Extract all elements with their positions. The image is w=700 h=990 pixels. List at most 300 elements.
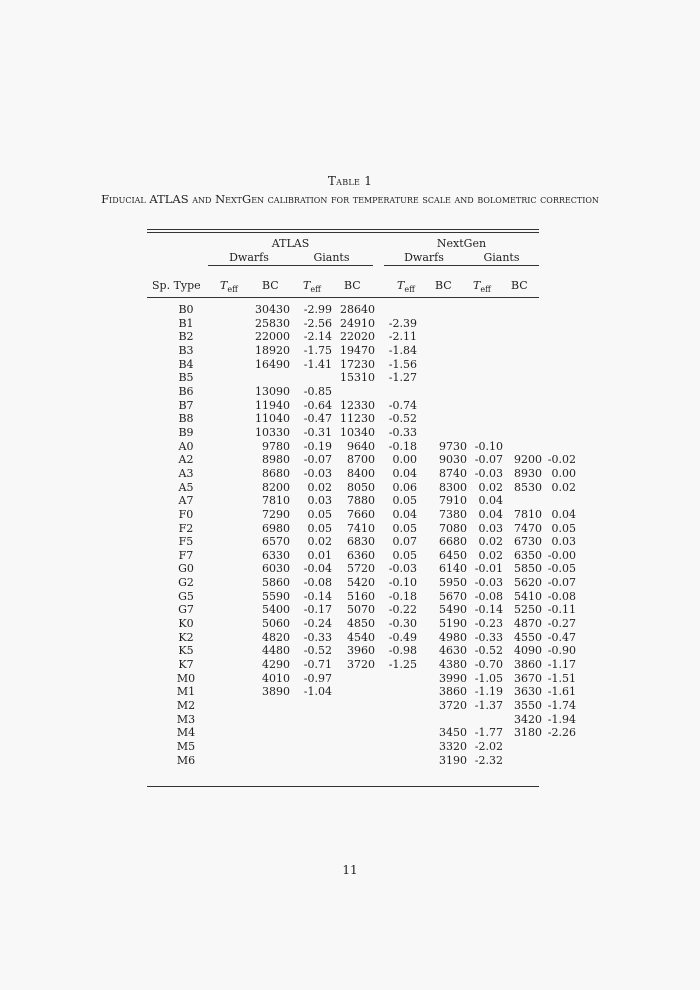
cell-atlas-dwarfs-teff xyxy=(225,726,290,740)
cell-atlas-giants-bc xyxy=(375,713,417,727)
cell-ng-dwarfs-teff: 9030 xyxy=(439,453,467,467)
cell-atlas-dwarfs-bc: -1.04 xyxy=(303,685,332,699)
cell-ng-dwarfs-teff: 8300 xyxy=(439,480,467,494)
cell-ng-giants-bc xyxy=(542,740,576,754)
calibration-table xyxy=(147,303,576,767)
header-teff-ng-dwarfs: $T_{eff}$ xyxy=(397,279,415,295)
table-row xyxy=(147,754,576,768)
cell-ng-giants-teff: 4090 xyxy=(514,644,542,658)
cell-atlas-giants-bc: -1.84 xyxy=(388,343,417,357)
table-row xyxy=(147,399,576,413)
cell-ng-giants-bc: -0.11 xyxy=(547,603,576,617)
cell-atlas-giants-teff xyxy=(332,685,375,699)
cell-ng-dwarfs-teff: 3720 xyxy=(439,699,467,713)
cell-ng-giants-teff: 3420 xyxy=(514,712,542,726)
cell-atlas-giants-teff: 28640 xyxy=(340,303,375,316)
table-row xyxy=(147,590,576,604)
cell-sptype: B7 xyxy=(178,398,194,412)
cell-atlas-giants-teff: 7660 xyxy=(347,507,375,521)
cell-ng-giants-bc xyxy=(542,426,576,440)
header-bc-ng-giants: BC xyxy=(511,279,528,292)
cell-ng-giants-bc xyxy=(542,494,576,508)
cell-atlas-dwarfs-teff: 5400 xyxy=(262,603,290,617)
cell-atlas-dwarfs-teff: 5060 xyxy=(262,617,290,631)
cell-ng-giants-teff: 6730 xyxy=(514,535,542,549)
cell-ng-dwarfs-teff: 4630 xyxy=(439,644,467,658)
table-row xyxy=(147,617,576,631)
cell-ng-giants-bc: -1.61 xyxy=(547,685,576,699)
cell-ng-giants-teff xyxy=(503,385,542,399)
cell-ng-dwarfs-teff: 3320 xyxy=(439,740,467,753)
cell-atlas-dwarfs-bc: -0.07 xyxy=(303,453,332,467)
cell-atlas-giants-teff: 9640 xyxy=(347,439,375,453)
cell-ng-giants-teff xyxy=(503,399,542,413)
cell-atlas-dwarfs-teff: 9780 xyxy=(262,439,290,453)
cell-atlas-dwarfs-teff: 5590 xyxy=(262,589,290,603)
cell-ng-giants-teff: 3860 xyxy=(514,658,542,672)
cell-ng-dwarfs-teff: 4980 xyxy=(439,630,467,644)
cell-atlas-giants-bc xyxy=(375,672,417,686)
table-row xyxy=(147,481,576,495)
cell-sptype: G2 xyxy=(178,576,194,590)
cell-atlas-dwarfs-teff: 8200 xyxy=(262,480,290,494)
table-row xyxy=(147,576,576,590)
cell-atlas-giants-teff xyxy=(332,740,375,754)
cell-atlas-giants-bc: -0.22 xyxy=(388,603,417,617)
cell-ng-dwarfs-bc: -0.08 xyxy=(474,589,503,603)
cell-ng-dwarfs-bc xyxy=(467,385,503,399)
cell-sptype: B9 xyxy=(178,425,194,439)
cell-atlas-giants-teff: 11230 xyxy=(340,412,375,426)
cell-atlas-giants-teff: 19470 xyxy=(340,343,375,357)
cell-ng-dwarfs-bc xyxy=(467,317,503,331)
cell-ng-giants-teff: 7470 xyxy=(514,521,542,535)
table-row xyxy=(147,317,576,331)
cell-ng-giants-bc: -0.47 xyxy=(547,630,576,644)
cell-ng-giants-bc xyxy=(542,399,576,413)
cell-atlas-giants-teff: 8050 xyxy=(347,480,375,494)
cell-ng-dwarfs-bc xyxy=(467,371,503,385)
cell-ng-dwarfs-teff: 7910 xyxy=(439,494,467,508)
cell-ng-dwarfs-teff: 8740 xyxy=(439,466,467,480)
cell-ng-dwarfs-bc: -0.23 xyxy=(474,617,503,631)
cell-atlas-dwarfs-bc: -0.85 xyxy=(303,384,332,398)
cell-ng-giants-teff: 7810 xyxy=(514,507,542,521)
cell-ng-giants-bc xyxy=(542,358,576,372)
cell-ng-giants-bc: -0.08 xyxy=(547,589,576,603)
cell-atlas-dwarfs-bc xyxy=(290,754,332,768)
cell-atlas-dwarfs-bc: -0.97 xyxy=(303,671,332,685)
cell-atlas-giants-teff: 10340 xyxy=(340,425,375,439)
cell-ng-dwarfs-bc: -0.70 xyxy=(474,658,503,672)
cell-atlas-giants-bc: -0.18 xyxy=(388,439,417,453)
cell-atlas-giants-bc: -1.56 xyxy=(388,357,417,371)
cell-atlas-dwarfs-bc: -0.19 xyxy=(303,439,332,453)
table-title: Fiducial ATLAS and NextGen calibration for temperature scale and bolometric correction xyxy=(101,192,599,206)
bottom-rule xyxy=(147,786,539,787)
cell-atlas-dwarfs-teff xyxy=(225,699,290,713)
header-bc-ng-dwarfs: BC xyxy=(435,279,452,292)
cell-atlas-giants-bc: -0.98 xyxy=(388,644,417,658)
table-row xyxy=(147,358,576,372)
cell-atlas-giants-bc: 0.04 xyxy=(392,507,417,521)
table-row xyxy=(147,740,576,754)
cell-ng-giants-teff xyxy=(503,358,542,372)
cell-sptype: B0 xyxy=(178,303,194,316)
cell-atlas-dwarfs-bc: -2.56 xyxy=(303,316,332,330)
cell-sptype: B4 xyxy=(178,357,194,371)
cell-ng-dwarfs-teff xyxy=(417,371,467,385)
cell-ng-dwarfs-teff xyxy=(417,358,467,372)
cell-ng-giants-teff xyxy=(503,303,542,317)
cell-atlas-dwarfs-teff: 6570 xyxy=(262,535,290,549)
cell-ng-dwarfs-teff xyxy=(417,303,467,317)
cell-atlas-dwarfs-bc: -0.64 xyxy=(303,398,332,412)
cell-ng-dwarfs-bc: -0.52 xyxy=(474,644,503,658)
cell-atlas-giants-bc xyxy=(375,303,417,317)
cell-atlas-giants-bc: 0.05 xyxy=(392,521,417,535)
subgroup-ng-dwarfs: Dwarfs xyxy=(404,251,444,264)
cell-atlas-dwarfs-teff xyxy=(225,754,290,768)
cell-ng-dwarfs-bc: -1.05 xyxy=(474,671,503,685)
cell-ng-dwarfs-bc: -1.37 xyxy=(474,699,503,713)
cell-atlas-giants-bc: 0.07 xyxy=(392,535,417,549)
cell-atlas-giants-bc: 0.06 xyxy=(392,480,417,494)
cell-ng-dwarfs-bc: -0.03 xyxy=(474,466,503,480)
cell-atlas-dwarfs-teff: 11040 xyxy=(255,412,290,426)
cell-atlas-giants-teff: 3960 xyxy=(347,644,375,658)
table-row xyxy=(147,713,576,727)
top-rule xyxy=(147,229,539,230)
cell-ng-dwarfs-bc xyxy=(467,412,503,426)
table-body xyxy=(147,303,576,767)
cell-ng-dwarfs-bc: 0.02 xyxy=(478,535,503,549)
cell-ng-dwarfs-bc: -0.10 xyxy=(474,439,503,453)
cell-atlas-giants-teff: 5420 xyxy=(347,576,375,590)
cell-ng-giants-bc xyxy=(542,344,576,358)
cell-atlas-dwarfs-bc: -0.71 xyxy=(303,658,332,672)
table-row xyxy=(147,549,576,563)
cell-ng-giants-teff xyxy=(503,754,542,768)
cell-atlas-dwarfs-bc: -0.52 xyxy=(303,644,332,658)
table-row xyxy=(147,440,576,454)
table-row xyxy=(147,494,576,508)
header-teff-atlas-giants: $T_{eff}$ xyxy=(303,279,321,295)
cell-ng-giants-teff: 5620 xyxy=(514,576,542,590)
top-rule-double xyxy=(147,232,539,233)
cell-ng-giants-teff xyxy=(503,494,542,508)
cell-atlas-dwarfs-teff: 4820 xyxy=(262,630,290,644)
cell-atlas-dwarfs-teff: 6030 xyxy=(262,562,290,576)
cell-ng-dwarfs-teff: 5490 xyxy=(439,603,467,617)
table-row xyxy=(147,453,576,467)
cell-ng-dwarfs-teff: 3990 xyxy=(439,671,467,685)
cell-atlas-dwarfs-bc: -0.33 xyxy=(303,630,332,644)
cell-sptype: K2 xyxy=(178,630,194,644)
cell-ng-dwarfs-bc: -0.33 xyxy=(474,630,503,644)
table-row xyxy=(147,330,576,344)
cell-ng-giants-teff: 8930 xyxy=(514,466,542,480)
cell-ng-dwarfs-teff xyxy=(417,317,467,331)
nextgen-subrule xyxy=(384,265,539,266)
subgroup-ng-giants: Giants xyxy=(483,251,520,264)
cell-sptype: M2 xyxy=(176,699,196,713)
cell-ng-dwarfs-teff xyxy=(417,412,467,426)
cell-atlas-giants-bc: -0.18 xyxy=(388,589,417,603)
group-atlas: ATLAS xyxy=(271,237,310,250)
table-row xyxy=(147,685,576,699)
cell-ng-dwarfs-bc xyxy=(467,303,503,317)
table-row xyxy=(147,603,576,617)
cell-atlas-dwarfs-teff: 7290 xyxy=(262,507,290,521)
cell-atlas-dwarfs-teff xyxy=(225,740,290,754)
cell-atlas-dwarfs-bc: -0.08 xyxy=(303,576,332,590)
cell-atlas-giants-bc: -0.49 xyxy=(388,630,417,644)
cell-atlas-giants-teff xyxy=(332,385,375,399)
cell-ng-dwarfs-bc: 0.04 xyxy=(478,507,503,521)
cell-atlas-dwarfs-bc: -0.24 xyxy=(303,617,332,631)
cell-atlas-dwarfs-bc: -1.75 xyxy=(303,343,332,357)
cell-atlas-dwarfs-teff: 7810 xyxy=(262,494,290,508)
cell-atlas-dwarfs-bc: -0.17 xyxy=(303,603,332,617)
cell-ng-dwarfs-teff: 9730 xyxy=(439,439,467,453)
table-row xyxy=(147,535,576,549)
cell-ng-giants-bc: -1.74 xyxy=(547,699,576,713)
cell-ng-dwarfs-teff: 3450 xyxy=(439,726,467,740)
cell-atlas-dwarfs-teff: 4480 xyxy=(262,644,290,658)
cell-sptype: G5 xyxy=(178,589,194,603)
cell-ng-dwarfs-teff: 7380 xyxy=(439,507,467,521)
cell-atlas-giants-teff: 5720 xyxy=(347,562,375,576)
cell-ng-giants-teff xyxy=(503,330,542,344)
table-row xyxy=(147,508,576,522)
cell-atlas-dwarfs-teff: 11940 xyxy=(255,398,290,412)
cell-ng-giants-bc xyxy=(542,754,576,768)
cell-ng-giants-bc: -0.00 xyxy=(547,548,576,562)
cell-atlas-giants-teff xyxy=(332,754,375,768)
cell-ng-giants-teff xyxy=(503,344,542,358)
cell-ng-dwarfs-bc: 0.02 xyxy=(478,480,503,494)
cell-atlas-dwarfs-bc: 0.02 xyxy=(307,535,332,549)
table-row xyxy=(147,658,576,672)
table-row xyxy=(147,467,576,481)
cell-atlas-giants-teff: 15310 xyxy=(340,371,375,385)
cell-ng-dwarfs-bc: 0.04 xyxy=(478,494,503,508)
cell-ng-giants-teff: 6350 xyxy=(514,548,542,562)
cell-ng-dwarfs-bc: -0.01 xyxy=(474,562,503,576)
cell-ng-giants-bc xyxy=(542,385,576,399)
cell-atlas-giants-bc: -2.11 xyxy=(388,330,417,344)
cell-sptype: M1 xyxy=(176,685,196,699)
cell-atlas-giants-teff: 5070 xyxy=(347,603,375,617)
cell-atlas-giants-teff: 4850 xyxy=(347,617,375,631)
cell-atlas-giants-bc: -0.52 xyxy=(388,412,417,426)
cell-ng-dwarfs-bc: -1.77 xyxy=(474,726,503,740)
cell-atlas-dwarfs-teff: 4010 xyxy=(262,671,290,685)
cell-ng-giants-teff xyxy=(503,371,542,385)
cell-atlas-dwarfs-bc: -0.14 xyxy=(303,589,332,603)
cell-ng-dwarfs-teff xyxy=(417,426,467,440)
cell-atlas-dwarfs-bc: -0.47 xyxy=(303,412,332,426)
cell-ng-giants-teff: 5250 xyxy=(514,603,542,617)
cell-atlas-dwarfs-teff: 6330 xyxy=(262,548,290,562)
cell-atlas-dwarfs-teff: 6980 xyxy=(262,521,290,535)
cell-atlas-giants-bc xyxy=(375,685,417,699)
cell-ng-dwarfs-bc: -2.02 xyxy=(474,740,503,753)
cell-atlas-dwarfs-teff: 30430 xyxy=(255,303,290,316)
cell-atlas-dwarfs-bc: 0.01 xyxy=(307,548,332,562)
cell-atlas-dwarfs-bc: 0.05 xyxy=(307,507,332,521)
cell-ng-giants-teff: 3630 xyxy=(514,685,542,699)
table-row xyxy=(147,522,576,536)
cell-sptype: F7 xyxy=(178,548,194,562)
cell-sptype: A2 xyxy=(178,453,194,467)
cell-ng-giants-bc: 0.05 xyxy=(551,521,576,535)
header-teff-ng-giants: $T_{eff}$ xyxy=(473,279,491,295)
cell-atlas-giants-bc xyxy=(375,385,417,399)
cell-ng-giants-teff: 5850 xyxy=(514,562,542,576)
cell-ng-giants-bc xyxy=(542,303,576,317)
cell-sptype: A7 xyxy=(178,494,194,508)
cell-atlas-dwarfs-bc xyxy=(290,371,332,385)
cell-atlas-giants-bc: -0.30 xyxy=(388,617,417,631)
cell-atlas-dwarfs-bc xyxy=(290,713,332,727)
cell-ng-giants-teff: 3670 xyxy=(514,671,542,685)
cell-atlas-dwarfs-teff: 16490 xyxy=(255,357,290,371)
cell-ng-dwarfs-teff xyxy=(417,399,467,413)
cell-ng-giants-teff: 9200 xyxy=(514,453,542,467)
cell-ng-dwarfs-teff: 5670 xyxy=(439,589,467,603)
cell-atlas-giants-bc: -0.33 xyxy=(388,425,417,439)
cell-ng-giants-bc: 0.04 xyxy=(551,507,576,521)
cell-ng-dwarfs-teff: 6450 xyxy=(439,548,467,562)
cell-sptype: M4 xyxy=(176,726,196,740)
cell-ng-dwarfs-bc: -0.03 xyxy=(474,576,503,590)
subgroup-atlas-giants: Giants xyxy=(313,251,350,264)
cell-ng-dwarfs-teff: 7080 xyxy=(439,521,467,535)
cell-ng-dwarfs-bc: -0.07 xyxy=(474,453,503,467)
cell-atlas-dwarfs-bc xyxy=(290,740,332,754)
cell-ng-giants-teff xyxy=(503,412,542,426)
cell-ng-giants-teff: 4870 xyxy=(514,617,542,631)
table-row xyxy=(147,726,576,740)
cell-atlas-dwarfs-teff: 3890 xyxy=(262,685,290,699)
cell-atlas-dwarfs-bc: 0.05 xyxy=(307,521,332,535)
cell-ng-giants-teff xyxy=(503,740,542,754)
cell-atlas-giants-bc: 0.04 xyxy=(392,466,417,480)
cell-atlas-giants-teff: 5160 xyxy=(347,589,375,603)
cell-sptype: F0 xyxy=(178,507,194,521)
cell-atlas-giants-bc: -1.27 xyxy=(388,371,417,385)
cell-sptype: B1 xyxy=(178,316,194,330)
cell-sptype: B6 xyxy=(178,384,194,398)
cell-ng-dwarfs-bc xyxy=(467,399,503,413)
header-rule xyxy=(147,297,539,298)
table-row xyxy=(147,631,576,645)
cell-atlas-dwarfs-teff: 18920 xyxy=(255,343,290,357)
cell-ng-dwarfs-bc: -0.14 xyxy=(474,603,503,617)
cell-atlas-dwarfs-teff: 22000 xyxy=(255,330,290,344)
cell-atlas-dwarfs-bc: -2.14 xyxy=(303,330,332,344)
cell-sptype: A3 xyxy=(178,466,194,480)
cell-atlas-dwarfs-bc: -0.04 xyxy=(303,562,332,576)
subgroup-atlas-dwarfs: Dwarfs xyxy=(229,251,269,264)
cell-atlas-dwarfs-teff: 5860 xyxy=(262,576,290,590)
table-row xyxy=(147,426,576,440)
header-bc-atlas-giants: BC xyxy=(344,279,361,292)
cell-atlas-dwarfs-bc xyxy=(290,699,332,713)
cell-ng-giants-bc: -1.17 xyxy=(547,658,576,672)
cell-atlas-dwarfs-teff: 4290 xyxy=(262,658,290,672)
cell-ng-dwarfs-teff: 6140 xyxy=(439,562,467,576)
cell-sptype: F5 xyxy=(178,535,194,549)
cell-ng-dwarfs-bc xyxy=(467,344,503,358)
cell-ng-giants-teff: 8530 xyxy=(514,480,542,494)
cell-sptype: A0 xyxy=(178,439,194,453)
cell-atlas-dwarfs-bc: -1.41 xyxy=(303,357,332,371)
cell-ng-giants-bc: -1.94 xyxy=(547,712,576,726)
cell-atlas-dwarfs-teff: 8980 xyxy=(262,453,290,467)
page-number: 11 xyxy=(342,863,358,877)
cell-atlas-giants-bc: -2.39 xyxy=(388,316,417,330)
cell-ng-giants-teff xyxy=(503,317,542,331)
cell-ng-dwarfs-teff xyxy=(417,713,467,727)
cell-ng-dwarfs-teff xyxy=(417,344,467,358)
cell-atlas-giants-teff: 6360 xyxy=(347,548,375,562)
table-label: Table 1 xyxy=(327,174,373,188)
table-row xyxy=(147,303,576,317)
cell-sptype: G7 xyxy=(178,603,194,617)
cell-ng-dwarfs-bc xyxy=(467,713,503,727)
cell-atlas-giants-bc: 0.05 xyxy=(392,548,417,562)
cell-ng-giants-bc: -0.05 xyxy=(547,562,576,576)
table-row xyxy=(147,344,576,358)
cell-atlas-giants-bc: 0.05 xyxy=(392,494,417,508)
cell-ng-giants-teff: 5410 xyxy=(514,589,542,603)
cell-ng-dwarfs-teff xyxy=(417,330,467,344)
table-row xyxy=(147,562,576,576)
cell-ng-giants-bc xyxy=(542,371,576,385)
cell-sptype: M0 xyxy=(176,671,196,685)
cell-ng-dwarfs-bc: -1.19 xyxy=(474,685,503,699)
cell-ng-giants-bc: -0.90 xyxy=(547,644,576,658)
cell-sptype: M6 xyxy=(176,753,196,767)
cell-atlas-dwarfs-teff xyxy=(225,713,290,727)
cell-atlas-giants-bc: -0.74 xyxy=(388,398,417,412)
cell-sptype: F2 xyxy=(178,521,194,535)
cell-ng-dwarfs-bc xyxy=(467,426,503,440)
cell-atlas-giants-teff: 6830 xyxy=(347,535,375,549)
cell-atlas-giants-teff xyxy=(332,672,375,686)
cell-ng-dwarfs-teff: 6680 xyxy=(439,535,467,549)
cell-ng-giants-teff: 3180 xyxy=(514,726,542,740)
cell-atlas-giants-teff: 8700 xyxy=(347,453,375,467)
cell-ng-giants-bc: -0.27 xyxy=(547,617,576,631)
cell-ng-dwarfs-bc: 0.03 xyxy=(478,521,503,535)
cell-ng-giants-teff xyxy=(503,440,542,454)
cell-ng-giants-bc: 0.03 xyxy=(551,535,576,549)
cell-atlas-dwarfs-teff: 25830 xyxy=(255,316,290,330)
atlas-subrule xyxy=(208,265,373,266)
cell-atlas-dwarfs-teff: 10330 xyxy=(255,425,290,439)
cell-ng-giants-bc xyxy=(542,317,576,331)
cell-atlas-giants-teff xyxy=(332,713,375,727)
cell-ng-giants-bc xyxy=(542,412,576,426)
cell-ng-dwarfs-teff xyxy=(417,385,467,399)
cell-atlas-giants-teff xyxy=(332,726,375,740)
cell-sptype: A5 xyxy=(178,480,194,494)
cell-atlas-dwarfs-teff: 8680 xyxy=(262,466,290,480)
